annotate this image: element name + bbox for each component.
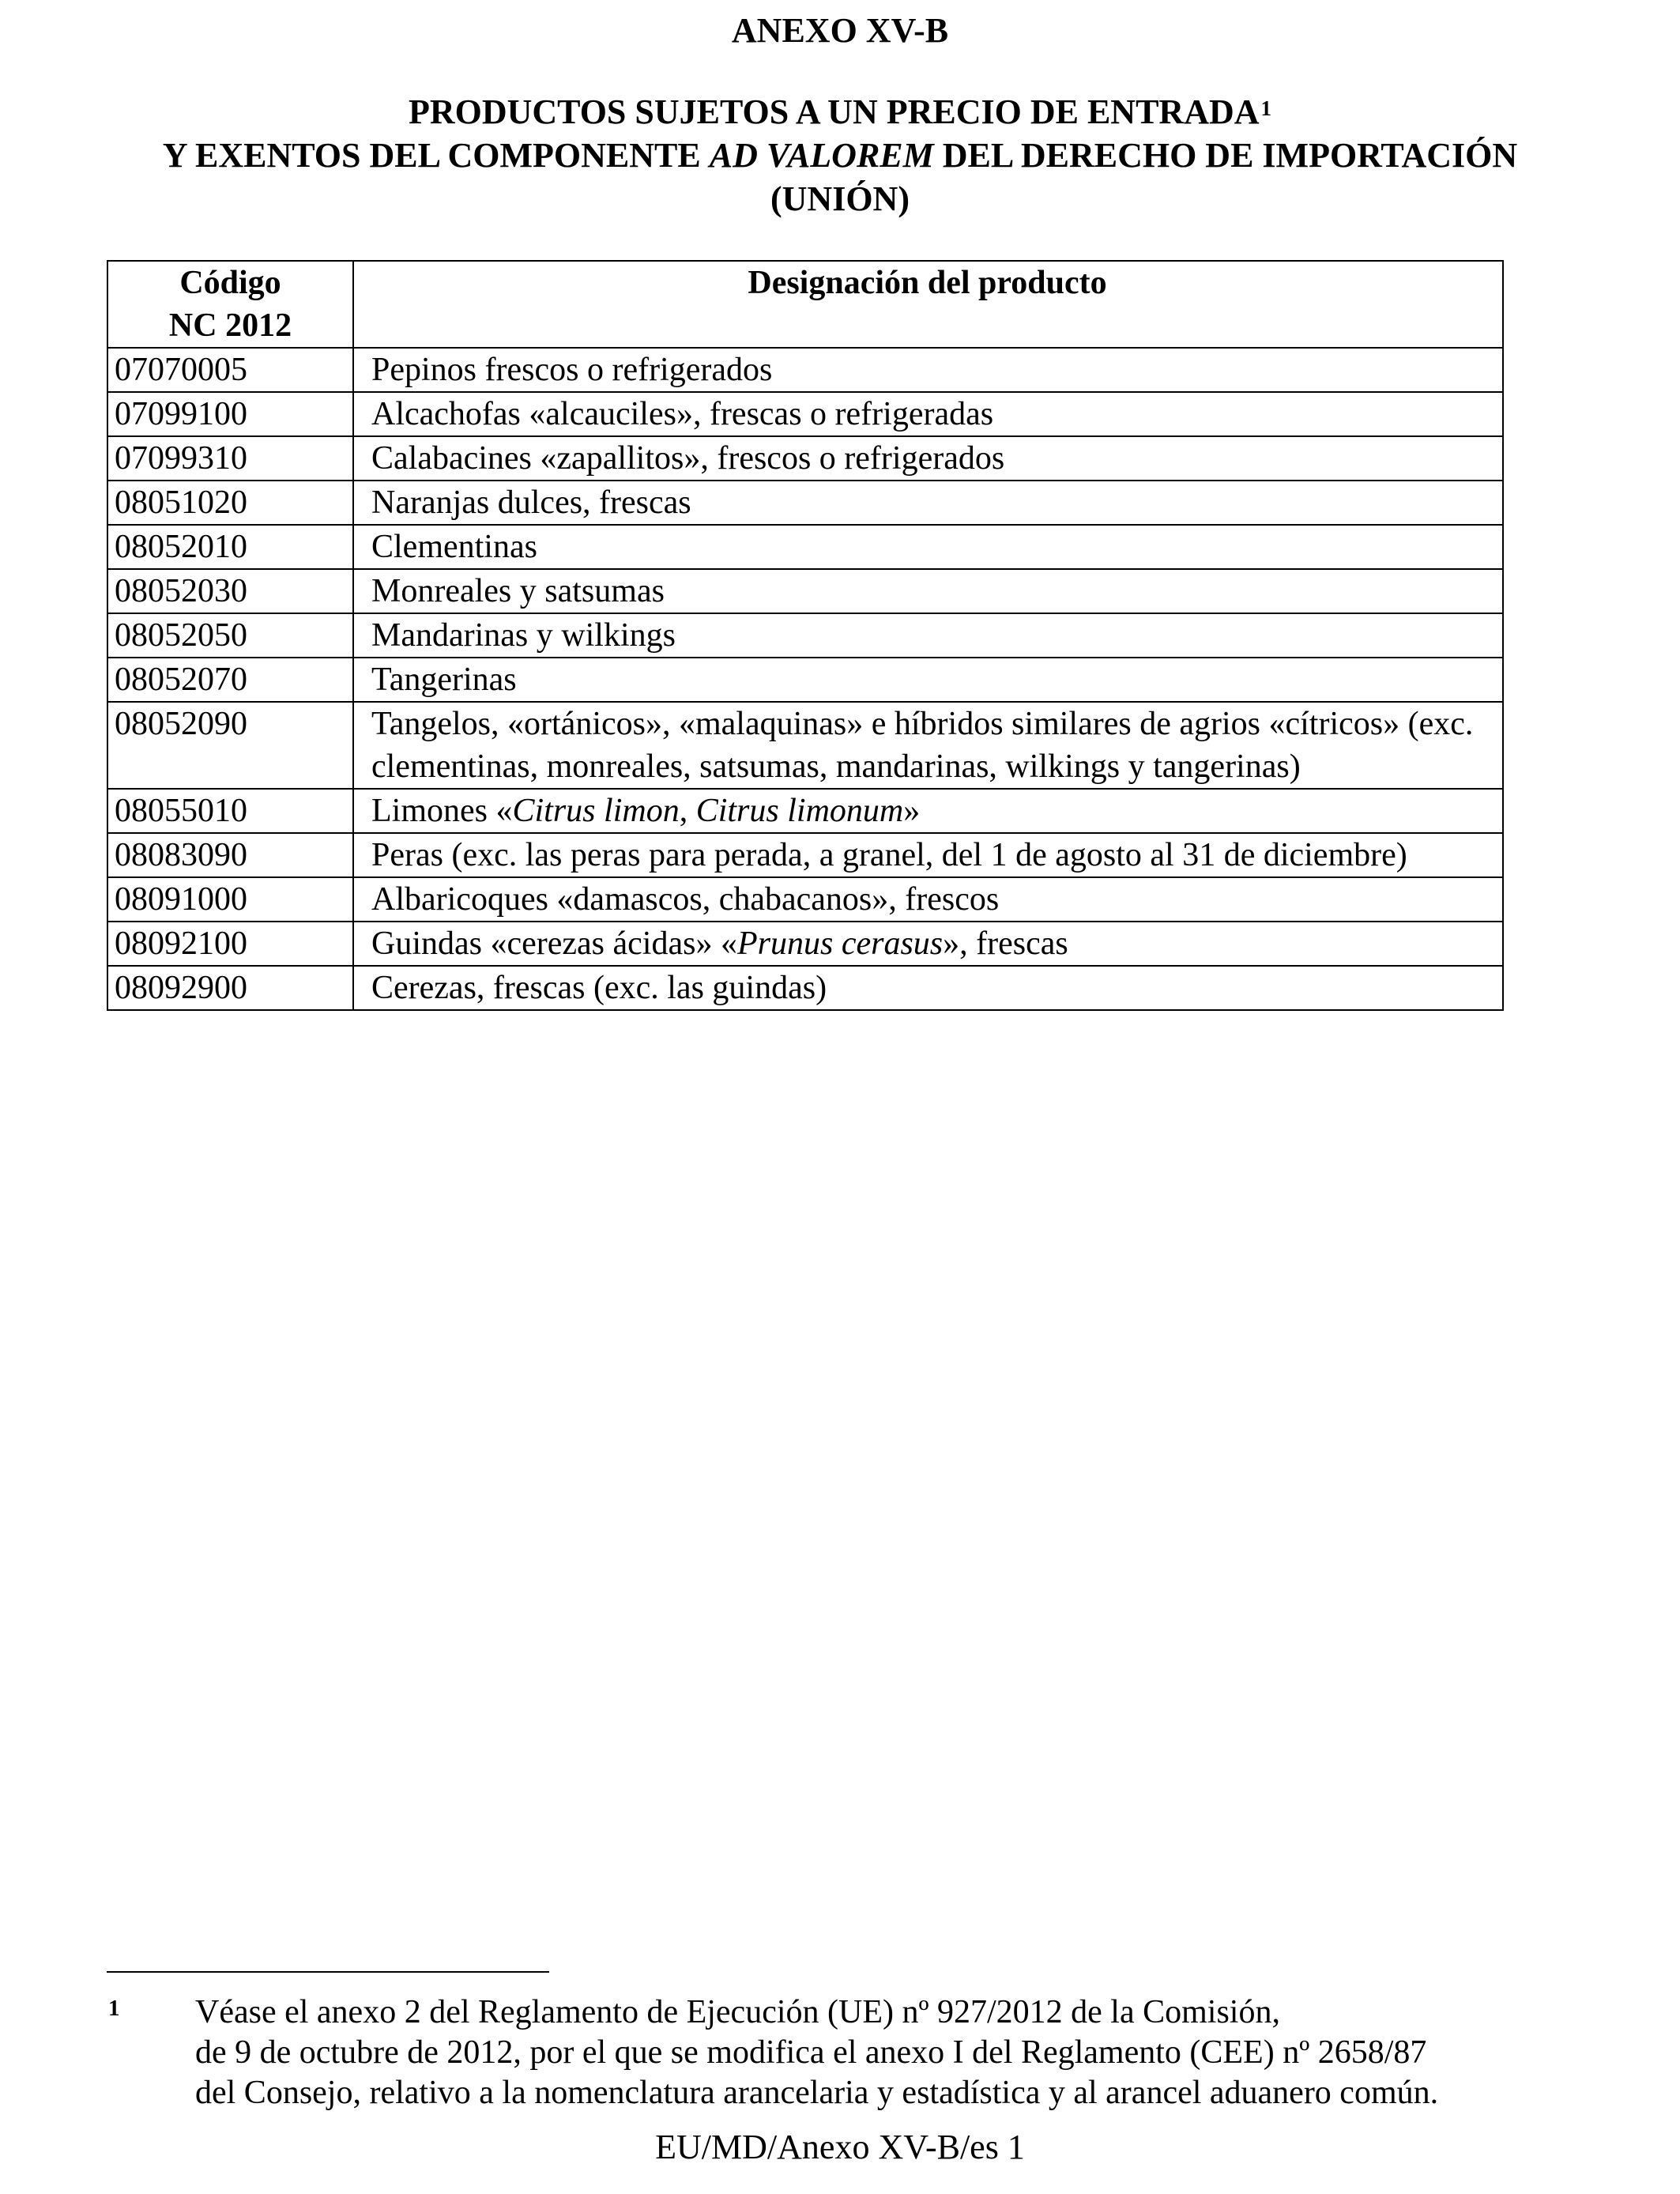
annex-title: ANEXO XV-B [731, 11, 949, 50]
product-description-cell: Albaricoques «damascos, chabacanos», frescos [353, 877, 1503, 922]
product-description-cell: Calabacines «zapallitos», frescos o refrigerados [353, 436, 1503, 481]
description-text: », frescas [943, 925, 1068, 962]
table-row [107, 613, 1503, 658]
table-row [107, 569, 1503, 613]
document-heading [0, 90, 1680, 221]
product-description-cell: Tangerinas [353, 658, 1503, 702]
description-text: , [679, 793, 696, 829]
cn-code-cell: 08092900 [107, 966, 353, 1010]
product-description-cell [353, 789, 1503, 833]
product-description-cell: Peras (exc. las peras para perada, a granel, del 1 de agosto al 31 de diciembre) [353, 833, 1503, 877]
scientific-name: Prunus cerasus [736, 925, 944, 962]
product-description-cell: Clementinas [353, 525, 1503, 569]
cn-code-cell: 08091000 [107, 877, 353, 922]
cn-code-cell: 07070005 [107, 348, 353, 392]
table-row [107, 922, 1503, 966]
footnote-line-2: de 9 de octubre de 2012, por el que se modifica el anexo I del Reglamento (CEE) nº 2658/87 [195, 2034, 1427, 2071]
table-header-row [107, 261, 1503, 348]
products-table [107, 260, 1504, 1011]
table-row [107, 833, 1503, 877]
table-row [107, 789, 1503, 833]
footnote-separator [107, 1971, 549, 1973]
table-row [107, 392, 1503, 436]
cn-code-cell: 08052010 [107, 525, 353, 569]
table-body [107, 348, 1503, 1010]
table-row [107, 436, 1503, 481]
product-description-cell: Alcachofas «alcauciles», frescas o refrigeradas [353, 392, 1503, 436]
table-row [107, 481, 1503, 525]
header-code-line-2: NC 2012 [168, 307, 292, 344]
product-description-cell: Cerezas, frescas (exc. las guindas) [353, 966, 1503, 1010]
scientific-name: Citrus limonum [695, 793, 904, 829]
table-row [107, 702, 1503, 789]
header-description: Designación del producto [353, 261, 1503, 348]
heading-line-1 [0, 90, 1680, 134]
cn-code-cell: 08052030 [107, 569, 353, 613]
table-row [107, 658, 1503, 702]
heading-line-2-post: DEL DERECHO DE IMPORTACIÓN [933, 136, 1518, 175]
header-code-line-1: Código [179, 265, 281, 301]
heading-line-1-text: PRODUCTOS SUJETOS A UN PRECIO DE ENTRADA [408, 92, 1260, 131]
footnote [107, 1992, 1592, 2113]
cn-code-cell: 08052090 [107, 702, 353, 789]
product-description-cell: Naranjas dulces, frescas [353, 481, 1503, 525]
cn-code-cell: 07099310 [107, 436, 353, 481]
header-code [107, 261, 353, 348]
product-description-cell: Monreales y satsumas [353, 569, 1503, 613]
table-row [107, 525, 1503, 569]
footnote-text [195, 1992, 1592, 2113]
description-text: Guindas «cerezas ácidas» « [371, 925, 737, 962]
scientific-name: Citrus limon [512, 793, 680, 829]
cn-code-cell: 08052070 [107, 658, 353, 702]
heading-footnote-ref[interactable]: 1 [1260, 96, 1272, 120]
cn-code-cell: 07099100 [107, 392, 353, 436]
page-reference: EU/MD/Anexo XV-B/es 1 [655, 2128, 1025, 2166]
heading-line-3: (UNIÓN) [770, 179, 910, 218]
table-row [107, 877, 1503, 922]
footnote-mark: 1 [108, 1996, 120, 2021]
footnote-line-3: del Consejo, relativo a la nomenclatura arancelaria y estadística y al arancel aduanero común. [195, 2075, 1439, 2111]
product-description-cell: Mandarinas y wilkings [353, 613, 1503, 658]
product-description-cell [353, 922, 1503, 966]
product-description-cell: Tangelos, «ortánicos», «malaquinas» e híbridos similares de agrios «cítricos» (exc. clementinas, monreales, satsumas, mandarinas, wilkings y tangerinas) [353, 702, 1503, 789]
heading-line-2-pre: Y EXENTOS DEL COMPONENTE [162, 136, 710, 175]
cn-code-cell: 08083090 [107, 833, 353, 877]
cn-code-cell: 08092100 [107, 922, 353, 966]
product-description-cell: Pepinos frescos o refrigerados [353, 348, 1503, 392]
cn-code-cell: 08052050 [107, 613, 353, 658]
cn-code-cell: 08055010 [107, 789, 353, 833]
description-text: Limones « [371, 793, 513, 829]
heading-line-2 [0, 134, 1680, 177]
heading-line-2-italic: AD VALOREM [709, 136, 934, 175]
table-row [107, 348, 1503, 392]
footnote-line-1: Véase el anexo 2 del Reglamento de Ejecución (UE) nº 927/2012 de la Comisión, [195, 1994, 1280, 2030]
table-row [107, 966, 1503, 1010]
description-text: » [903, 793, 921, 829]
cn-code-cell: 08051020 [107, 481, 353, 525]
